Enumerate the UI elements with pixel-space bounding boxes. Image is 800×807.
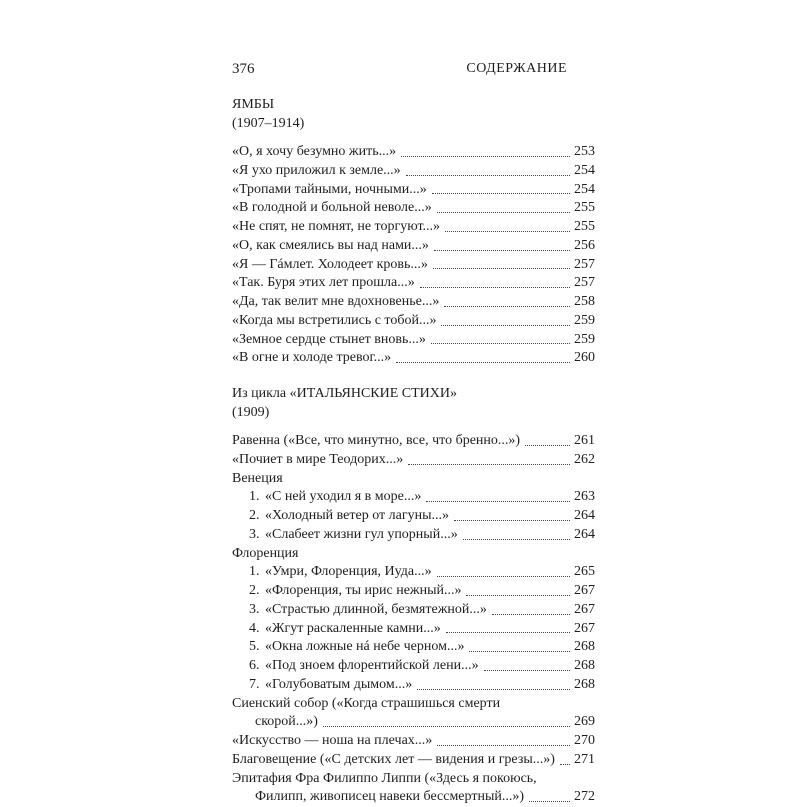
toc-entry: «О, как смеялись вы над нами...» 256 <box>232 237 595 253</box>
toc-entry-pochiet: «Почиет в мире Теодорих...» 262 <box>232 451 595 467</box>
toc-heading-florence: Флоренция <box>232 545 299 561</box>
toc-entry: «В голодной и больной неволе...» 255 <box>232 200 595 216</box>
toc-entry: 6. «Под зноем флорентийской лени...» 268 <box>249 658 595 673</box>
section-title-iamby: ЯМБЫ <box>232 97 275 112</box>
toc-entry: «В огне и холоде тревог...» 260 <box>232 350 595 366</box>
section-title-italian: Из цикла «ИТАЛЬЯНСКИЕ СТИХИ» <box>232 386 457 401</box>
toc-entry: «Так. Буря этих лет прошла...» 257 <box>232 275 595 291</box>
toc-entry: «Тропами тайными, ночными...» 254 <box>232 181 595 197</box>
toc-entry: 3. «Слабеет жизни гул упорный...» 264 <box>249 526 595 542</box>
toc-entry: 1. «Умри, Флоренция, Иуда...» 265 <box>249 564 595 580</box>
toc-entry-epitaph: Филипп, живописец навеки бессмертный...») 272 <box>255 789 595 805</box>
toc-entry: «О, я хочу безумно жить...» 253 <box>232 144 595 159</box>
toc-entry: 2. «Флоренция, ты ирис нежный...» 267 <box>249 583 595 598</box>
toc-entry: 3. «Страстью длинной, безмятежной...» 267 <box>249 601 595 617</box>
toc-entry: 1. «С ней уходил я в море...» 263 <box>249 489 595 505</box>
toc-entry-annunciation: Благовещение («С детских лет — видения и грезы...») 271 <box>232 751 595 767</box>
toc-entry-ravenna: Равенна («Все, что минутно, все, что бренно...») 261 <box>232 433 595 448</box>
toc-entry-epitaph-line1: Эпитафия Фра Филиппо Липпи («Здесь я покоюсь, <box>232 770 537 786</box>
toc-entry-art: «Искусство — ноша на плечах...» 270 <box>232 733 595 748</box>
toc-entry: 7. «Голубоватым дымом...» 268 <box>249 676 595 692</box>
toc-entry: «Земное сердце стынет вновь...» 259 <box>232 331 595 347</box>
toc-entry: 4. «Жгут раскаленные камни...» 267 <box>249 620 595 636</box>
toc-entry-siena-line1: Сиенский собор («Когда страшишься смерти <box>232 695 501 711</box>
section-years-iamby: (1907–1914) <box>232 116 305 131</box>
toc-heading-venice: Венеция <box>232 470 283 486</box>
toc-entry: «Да, так велит мне вдохновенье...» 258 <box>232 294 595 309</box>
toc-content <box>232 95 595 807</box>
toc-entry: «Когда мы встретились с тобой...» 259 <box>232 312 595 328</box>
section-years-italian: (1909) <box>232 405 270 420</box>
toc-entry: «Не спят, не помнят, не торгуют...» 255 <box>232 219 595 234</box>
running-head: СОДЕРЖАНИЕ <box>466 61 567 76</box>
toc-entry: «Я — Гáмлет. Холодеет кровь...» 257 <box>232 256 595 272</box>
toc-entry-siena: скорой...») 269 <box>255 714 595 730</box>
toc-entry: «Я ухо приложил к земле...» 254 <box>232 162 595 178</box>
toc-entry: 5. «Окна ложные нá небе черном...» 268 <box>249 639 595 655</box>
page-number: 376 <box>232 61 255 77</box>
toc-entry: 2. «Холодный ветер от лагуны...» 264 <box>249 508 595 523</box>
